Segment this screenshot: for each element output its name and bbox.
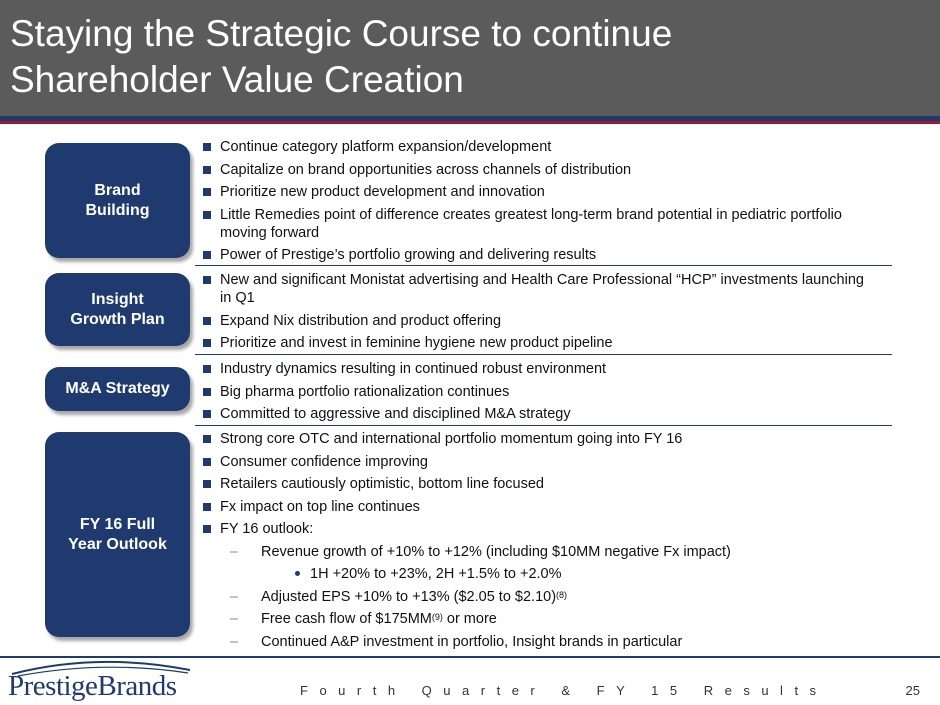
- brand-building-label: Brand Building: [45, 143, 190, 258]
- footnote-marker: (8): [556, 589, 568, 600]
- footnote-marker: (9): [431, 612, 443, 622]
- list-item: Capitalize on brand opportunities across channels of distribution: [203, 161, 893, 179]
- list-item: FY 16 outlook:: [203, 520, 893, 538]
- fy16-outlook-list: [203, 430, 893, 655]
- ma-strategy-label: M&A Strategy: [45, 367, 190, 411]
- bullet-square-icon: [203, 410, 211, 418]
- bullet-square-icon: [203, 339, 211, 347]
- footer-caption: Fourth Quarter & FY 15 Results: [300, 683, 828, 698]
- prestige-brands-logo: [8, 662, 193, 702]
- bullet-square-icon: [203, 188, 211, 196]
- page-number: 25: [905, 683, 920, 698]
- dash-icon: –: [230, 543, 239, 560]
- bullet-square-icon: [203, 276, 211, 284]
- dash-icon: –: [230, 588, 239, 605]
- section-divider: [195, 265, 892, 266]
- slide-title-line-2: Shareholder Value Creation: [10, 59, 464, 100]
- insight-growth-list: [203, 271, 893, 357]
- bullet-square-icon: [203, 525, 211, 533]
- logo-text: PrestigeBrands: [8, 670, 177, 702]
- bullet-square-icon: [203, 503, 211, 511]
- bullet-square-icon: [203, 143, 211, 151]
- list-item: Consumer confidence improving: [203, 453, 893, 471]
- list-item: Power of Prestige’s portfolio growing and delivering results: [203, 246, 893, 264]
- insight-growth-plan-label: Insight Growth Plan: [45, 273, 190, 346]
- fy16-outlook-label: FY 16 Full Year Outlook: [45, 432, 190, 637]
- bullet-square-icon: [203, 458, 211, 466]
- sub-list-item: – Free cash flow of $175MM$^{(9)}$ or more: [230, 611, 497, 627]
- slide-title: [10, 11, 672, 103]
- list-item: Prioritize and invest in feminine hygiene new product pipeline: [203, 334, 893, 352]
- dash-icon: –: [230, 611, 239, 627]
- list-item: Little Remedies point of difference creates greatest long-term brand potential in pediatric portfolio moving forward: [203, 206, 860, 242]
- sub-list-item: – Continued A&P investment in portfolio, Insight brands in particular: [230, 633, 683, 650]
- bullet-square-icon: [203, 211, 211, 219]
- list-item: Strong core OTC and international portfolio momentum going into FY 16: [203, 430, 893, 448]
- bullet-dot-icon: [295, 571, 300, 576]
- bullet-square-icon: [203, 480, 211, 488]
- dash-icon: –: [230, 633, 239, 650]
- section-divider: [195, 354, 892, 355]
- list-item: New and significant Monistat advertising and Health Care Professional “HCP” investments launching in Q1: [203, 271, 865, 307]
- sub-list-item: – Revenue growth of +10% to +12% (including $10MM negative Fx impact): [230, 543, 731, 560]
- sub-list-item: – Adjusted EPS +10% to +13% ($2.05 to $2.10)$^{(8)}$: [230, 588, 568, 605]
- list-item: Committed to aggressive and disciplined M&A strategy: [203, 405, 893, 423]
- bullet-square-icon: [203, 251, 211, 259]
- list-item: Expand Nix distribution and product offering: [203, 312, 893, 330]
- brand-building-list: [203, 138, 893, 269]
- sub-sub-list-item: 1H +20% to +23%, 2H +1.5% to +2.0%: [203, 565, 893, 583]
- list-item: Industry dynamics resulting in continued robust environment: [203, 360, 893, 378]
- list-item: Big pharma portfolio rationalization continues: [203, 383, 893, 401]
- section-divider: [195, 425, 892, 426]
- title-bar: [0, 0, 940, 116]
- bullet-square-icon: [203, 166, 211, 174]
- list-item: Retailers cautiously optimistic, bottom line focused: [203, 475, 893, 493]
- bullet-square-icon: [203, 388, 211, 396]
- slide-title-line-1: Staying the Strategic Course to continue: [10, 13, 673, 54]
- list-item: Prioritize new product development and innovation: [203, 183, 893, 201]
- bullet-square-icon: [203, 317, 211, 325]
- bullet-square-icon: [203, 435, 211, 443]
- header-rule-red: [0, 121, 940, 124]
- bullet-square-icon: [203, 365, 211, 373]
- list-item: Continue category platform expansion/development: [203, 138, 893, 156]
- list-item: Fx impact on top line continues: [203, 498, 893, 516]
- ma-strategy-list: [203, 360, 893, 428]
